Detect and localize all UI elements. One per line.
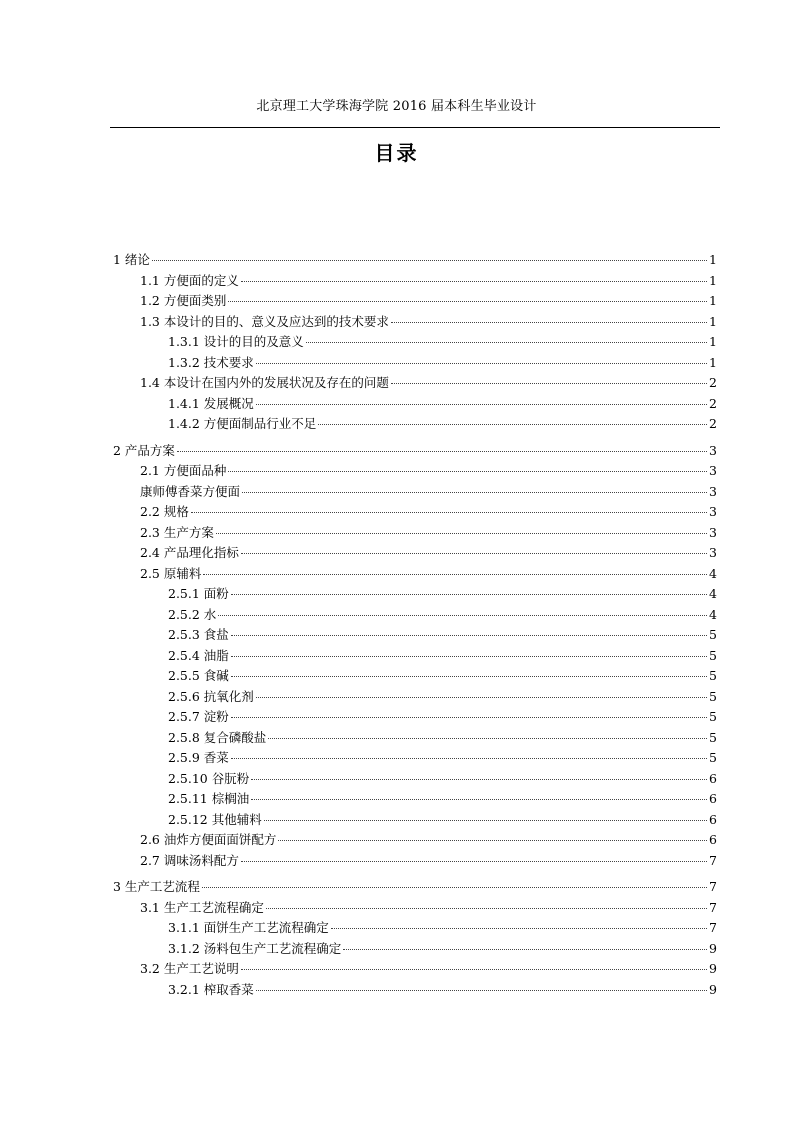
toc-entry-title: 3 生产工艺流程 <box>113 879 200 894</box>
toc-dot-leader <box>264 820 707 821</box>
toc-dot-leader <box>251 779 707 780</box>
toc-entry-page: 2 <box>709 375 717 390</box>
toc-entry-title: 3.1.2 汤料包生产工艺流程确定 <box>168 940 342 956</box>
toc-entry[interactable] <box>168 666 717 686</box>
toc-entry-page: 5 <box>709 729 717 745</box>
toc-entry[interactable] <box>168 939 717 959</box>
toc-entry-page: 1 <box>709 252 717 267</box>
toc-dot-leader <box>306 342 707 343</box>
toc-entry-page: 5 <box>709 627 717 642</box>
toc-entry-title: 3.1 生产工艺流程确定 <box>140 899 264 915</box>
toc-entry-page: 1 <box>709 272 717 288</box>
toc-entry[interactable] <box>168 605 717 625</box>
toc-dot-leader <box>152 260 707 261</box>
toc-entry-title: 3.2.1 榨取香菜 <box>168 981 254 997</box>
toc-dot-leader <box>391 322 707 323</box>
toc-entry-title: 2.5.11 棕榈油 <box>168 791 250 806</box>
toc-entry[interactable] <box>168 810 717 830</box>
toc-entry[interactable] <box>113 250 717 270</box>
toc-entry-title: 2.5.6 抗氧化剂 <box>168 688 254 704</box>
toc-entry[interactable] <box>168 414 717 434</box>
toc-dot-leader <box>242 492 707 493</box>
toc-entry[interactable] <box>168 584 717 604</box>
toc-entry[interactable] <box>168 769 717 789</box>
toc-entry[interactable] <box>140 523 717 543</box>
toc-dot-leader <box>231 717 707 718</box>
toc-entry-title: 2.5.10 谷朊粉 <box>168 770 250 786</box>
toc-dot-leader <box>278 840 707 841</box>
toc-dot-leader <box>177 451 707 452</box>
toc-entry-title: 2.5.3 食盐 <box>168 627 229 642</box>
toc-entry-title: 2.7 调味汤料配方 <box>140 852 239 868</box>
toc-entry[interactable] <box>168 625 717 645</box>
toc-entry-title: 1.3.2 技术要求 <box>168 354 254 370</box>
toc-entry-title: 2.5.4 油脂 <box>168 647 229 663</box>
toc-entry-title: 2 产品方案 <box>113 442 175 458</box>
toc-dot-leader <box>241 553 707 554</box>
toc-entry[interactable] <box>140 482 717 502</box>
toc-entry-title: 1.3 本设计的目的、意义及应达到的技术要求 <box>140 313 389 329</box>
toc-entry-title: 2.3 生产方案 <box>140 524 214 540</box>
toc-entry-title: 1.4.2 方便面制品行业不足 <box>168 416 317 431</box>
toc-entry[interactable] <box>168 980 717 1000</box>
toc-dot-leader <box>241 281 707 282</box>
toc-entry-page: 5 <box>709 688 717 704</box>
toc-entry-title: 1 绪论 <box>113 252 150 267</box>
toc-entry[interactable] <box>140 373 717 393</box>
toc-entry-page: 2 <box>709 395 717 411</box>
toc-dot-leader <box>256 697 707 698</box>
toc-entry[interactable] <box>140 564 717 584</box>
toc-entry-title: 2.5.2 水 <box>168 606 217 622</box>
toc-dot-leader <box>343 949 707 950</box>
toc-entry[interactable] <box>113 877 717 897</box>
toc-entry[interactable] <box>140 271 717 291</box>
page-title: 目录 <box>374 141 419 165</box>
toc-dot-leader <box>231 656 707 657</box>
toc-entry-page: 7 <box>709 852 717 868</box>
toc-entry-page: 4 <box>709 586 717 601</box>
toc-entry-title: 1.4 本设计在国内外的发展状况及存在的问题 <box>140 375 389 390</box>
toc-dot-leader <box>231 635 707 636</box>
toc-entry-page: 3 <box>709 483 717 499</box>
toc-entry[interactable] <box>168 728 717 748</box>
toc-entry-page: 5 <box>709 750 717 765</box>
toc-dot-leader <box>331 928 707 929</box>
toc-entry-page: 6 <box>709 832 717 847</box>
toc-entry-title: 1.1 方便面的定义 <box>140 272 239 288</box>
toc-entry-title: 2.5 原辅料 <box>140 565 202 581</box>
toc-entry[interactable] <box>168 332 717 352</box>
toc-dot-leader <box>256 990 707 991</box>
toc-dot-leader <box>268 738 707 739</box>
toc-entry-page: 6 <box>709 811 717 827</box>
toc-entry[interactable] <box>168 687 717 707</box>
toc-entry[interactable] <box>140 898 717 918</box>
toc-entry-page: 6 <box>709 791 717 806</box>
toc-entry-title: 2.1 方便面品种 <box>140 463 227 478</box>
toc-entry-title: 1.2 方便面类别 <box>140 293 227 308</box>
toc-entry[interactable] <box>168 789 717 809</box>
toc-entry-page: 1 <box>709 293 717 308</box>
toc-entry[interactable] <box>140 543 717 563</box>
toc-entry-page: 7 <box>709 879 717 894</box>
toc-entry[interactable] <box>168 748 717 768</box>
toc-entry[interactable] <box>140 291 717 311</box>
toc-entry-title: 2.2 规格 <box>140 504 189 519</box>
toc-entry-page: 5 <box>709 668 717 683</box>
toc-entry-title: 2.5.9 香菜 <box>168 750 229 765</box>
toc-entry-title: 1.4.1 发展概况 <box>168 395 254 411</box>
toc-dot-leader <box>256 363 707 364</box>
toc-dot-leader <box>202 887 707 888</box>
toc-dot-leader <box>241 969 707 970</box>
toc-entry[interactable] <box>140 830 717 850</box>
toc-dot-leader <box>203 574 707 575</box>
toc-entry-page: 3 <box>709 524 717 540</box>
toc-entry-page: 2 <box>709 416 717 431</box>
toc-dot-leader <box>228 471 707 472</box>
toc-entry[interactable] <box>140 461 717 481</box>
toc-entry-page: 3 <box>709 504 717 519</box>
toc-entry[interactable] <box>140 502 717 522</box>
toc-dot-leader <box>218 615 707 616</box>
toc-entry-title: 2.5.12 其他辅料 <box>168 811 262 827</box>
toc-entry-title: 2.5.1 面粉 <box>168 586 229 601</box>
toc-entry-page: 4 <box>709 565 717 581</box>
toc-entry-page: 6 <box>709 770 717 786</box>
toc-entry-page: 9 <box>709 961 717 976</box>
toc-dot-leader <box>216 533 707 534</box>
toc-entry-title: 2.4 产品理化指标 <box>140 545 239 560</box>
toc-entry[interactable] <box>140 312 717 332</box>
toc-dot-leader <box>191 512 707 513</box>
toc-dot-leader <box>318 424 707 425</box>
toc-dot-leader <box>231 594 707 595</box>
toc-entry-title: 1.3.1 设计的目的及意义 <box>168 334 304 349</box>
toc-entry[interactable] <box>168 646 717 666</box>
toc-dot-leader <box>251 799 707 800</box>
toc-entry-title: 3.1.1 面饼生产工艺流程确定 <box>168 920 329 935</box>
toc-entry[interactable] <box>168 918 717 938</box>
toc-dot-leader <box>231 676 707 677</box>
toc-dot-leader <box>266 908 707 909</box>
toc-dot-leader <box>228 301 707 302</box>
toc-dot-leader <box>391 383 707 384</box>
toc-entry[interactable] <box>168 394 717 414</box>
toc-entry-page: 1 <box>709 313 717 329</box>
toc-entry-page: 9 <box>709 981 717 997</box>
header-rule <box>110 127 720 128</box>
toc-entry-title: 2.5.8 复合磷酸盐 <box>168 729 267 745</box>
toc-entry[interactable] <box>168 353 717 373</box>
toc-entry-page: 5 <box>709 709 717 724</box>
toc-entry-page: 5 <box>709 647 717 663</box>
toc-entry-page: 7 <box>709 899 717 915</box>
toc-dot-leader <box>241 861 707 862</box>
toc-dot-leader <box>256 404 707 405</box>
toc-entry-page: 3 <box>709 442 717 458</box>
toc-entry-title: 康师傅香菜方便面 <box>140 483 241 499</box>
toc-entry-page: 7 <box>709 920 717 935</box>
toc-entry-title: 3.2 生产工艺说明 <box>140 961 239 976</box>
toc-entry-page: 3 <box>709 463 717 478</box>
toc-entry-title: 2.6 油炸方便面面饼配方 <box>140 832 277 847</box>
toc-dot-leader <box>231 758 707 759</box>
toc-entry-page: 9 <box>709 940 717 956</box>
toc-entry[interactable] <box>140 851 717 871</box>
toc-entry-page: 1 <box>709 354 717 370</box>
page-header: 北京理工大学珠海学院 2016 届本科生毕业设计 <box>256 99 537 114</box>
toc-entry[interactable] <box>113 441 717 461</box>
toc-entry[interactable] <box>168 707 717 727</box>
toc-entry-page: 3 <box>709 545 717 560</box>
toc-entry-page: 1 <box>709 334 717 349</box>
toc-entry-title: 2.5.7 淀粉 <box>168 709 229 724</box>
toc-entry-title: 2.5.5 食碱 <box>168 668 229 683</box>
toc-entry-page: 4 <box>709 606 717 622</box>
toc-entry[interactable] <box>140 959 717 979</box>
